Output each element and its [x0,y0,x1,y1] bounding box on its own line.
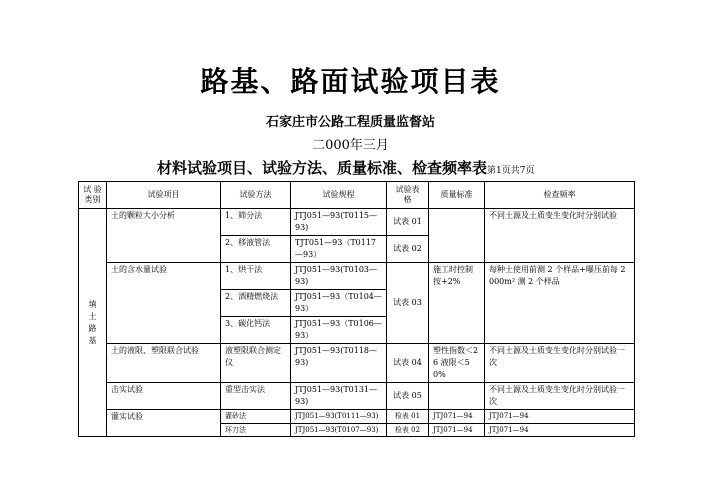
category-char: 填 [88,299,97,309]
header-category-line1: 试 验 [83,184,102,194]
document-date: 二000年三月 [312,138,389,153]
method-cell: 2、移液管法 [221,236,291,263]
header-method: 试验方法 [221,182,291,209]
frequency-cell: JTJ071—94 [485,410,635,424]
category-char: 路 [88,323,97,333]
standard-cell: 塑性指数＜26 液限＜50% [429,344,485,383]
method-cell: 1、烘干法 [221,263,291,290]
standard-cell [429,209,485,263]
spec-cell: JTJ051—93(T0131—93) [291,383,387,410]
standard-cell: JTJ071—94 [429,423,485,437]
header-category [79,182,107,209]
page-info: 第1页共7页 [487,166,535,176]
standard-cell: 施工时控制按+2% [429,263,485,344]
item-cell: 土的颗粒大小分析 [107,209,221,263]
method-cell: 3、碳化钙法 [221,317,291,344]
spec-cell: JTJ051—93(T0107—93) [291,423,387,437]
spec-cell: JTJ051—93（T0106—93） [291,317,387,344]
method-cell: 1、筛分法 [221,209,291,236]
organization-name: 石家庄市公路工程质量监督站 [265,115,435,130]
item-cell: 灌实试验 [107,410,221,437]
table-row [79,383,635,410]
spec-cell: JTJ051—93(T0111—93) [291,410,387,424]
frequency-cell: 不同土源及土质变生变化时分别试验一次 [485,344,635,383]
header-category-line2: 类别 [84,195,101,204]
form-cell: 试表 01 [387,209,429,236]
spec-cell: JTJ051—93(T0103—93) [291,263,387,290]
spec-cell: TJT051—93（T0117—93） [291,236,387,263]
item-cell: 土的含水量试验 [107,263,221,344]
form-cell: 试表 02 [387,236,429,263]
table-row [79,344,635,383]
header-form-line2: 格 [403,195,412,204]
header-spec: 试验规程 [291,182,387,209]
method-cell: 灌砂法 [221,410,291,424]
frequency-cell: 每种土使用前测 2 个样品+曝压前每 2000m² 测 2 个样品 [485,263,635,344]
item-cell: 土的液限、塑限联合试验 [107,344,221,383]
header-standard: 质量标准 [429,182,485,209]
subtitle-text: 材料试验项目、试验方法、质量标准、检查频率表 [157,159,488,177]
form-cell: 试表 04 [387,344,429,383]
table-row [79,209,635,236]
method-cell: 2、酒精燃烧法 [221,290,291,317]
form-cell: 检表 02 [387,423,429,437]
frequency-cell: 不同土源及土质变生变化时分别试验 [485,209,635,263]
header-item: 试验项目 [107,182,221,209]
form-cell: 试表 05 [387,383,429,410]
category-char: 土 [88,311,97,321]
form-cell: 试表 03 [387,263,429,344]
test-items-table [78,181,635,437]
header-form-line1: 试验表 [395,184,420,194]
page-title: 路基、路面试验项目表 [200,65,501,98]
table-row [79,263,635,290]
spec-cell: JTJ051—93（T0104—93） [291,290,387,317]
table-subtitle [157,157,534,178]
standard-cell [429,383,485,410]
category-cell [79,209,107,437]
item-cell: 击实试验 [107,383,221,410]
form-cell: 检表 01 [387,410,429,424]
frequency-cell: 不同土源及土质变生变化时分别试验一次 [485,383,635,410]
table-row [79,410,635,424]
table-header-row [79,182,635,209]
spec-cell: JTJ051—93(T0115—93) [291,209,387,236]
category-char: 基 [88,335,97,345]
standard-cell: JTJ071—94 [429,410,485,424]
header-frequency: 检查频率 [485,182,635,209]
header-form [387,182,429,209]
frequency-cell: JTJ071—94 [485,423,635,437]
method-cell: 重型击实法 [221,383,291,410]
spec-cell: JTJ051—93(T0118—93) [291,344,387,383]
method-cell: 液塑限联合测定仪 [221,344,291,383]
method-cell: 环刀法 [221,423,291,437]
